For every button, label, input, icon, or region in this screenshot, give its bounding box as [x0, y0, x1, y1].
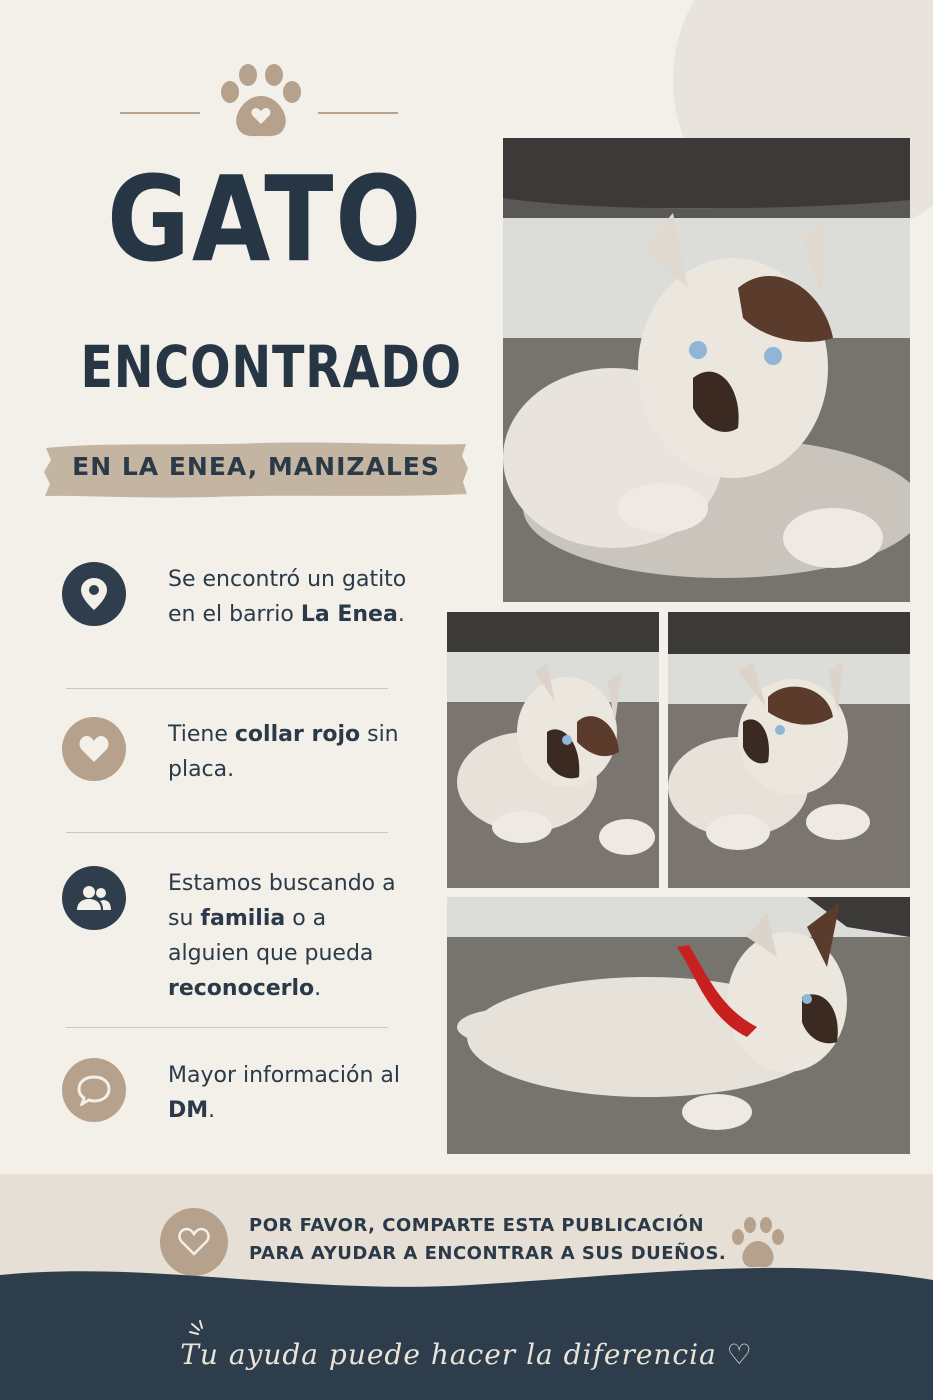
cat-photo-left	[447, 612, 659, 888]
heart-icon	[62, 717, 126, 781]
info-item-collar	[62, 717, 399, 797]
info-item-contact	[62, 1058, 401, 1138]
cat-photo-collar	[447, 897, 910, 1154]
divider	[66, 688, 388, 689]
info-item-found	[62, 562, 407, 672]
location-banner: EN LA ENEA, MANIZALES	[72, 452, 440, 481]
decorative-rule-right	[318, 112, 398, 114]
info-text-contact: Mayor información al DM.	[168, 1063, 401, 1123]
cat-photo-main	[503, 138, 910, 602]
chat-bubble-icon	[62, 1058, 126, 1122]
page-title: GATO	[106, 150, 424, 288]
decorative-rule-left	[120, 112, 200, 114]
people-icon	[62, 866, 126, 930]
divider	[66, 832, 388, 833]
cat-photo-right	[668, 612, 910, 888]
location-pin-icon	[62, 562, 126, 626]
share-line-2: PARA AYUDAR A ENCONTRAR A SUS DUEÑOS.	[249, 1243, 727, 1264]
info-item-family	[62, 866, 396, 1006]
paw-heart-icon	[215, 62, 307, 142]
info-text-family: Estamos buscando a su familia o a alguien que pueda reconocerlo.	[168, 871, 396, 1001]
footer-tagline: Tu ayuda puede hacer la diferencia ♡	[180, 1338, 753, 1371]
info-text-collar: Tiene collar rojo sin placa.	[168, 722, 399, 782]
share-line-1: POR FAVOR, COMPARTE ESTA PUBLICACIÓN	[249, 1215, 705, 1236]
page-subtitle: ENCONTRADO	[80, 333, 462, 401]
footer-wave	[0, 1255, 933, 1400]
divider	[66, 1027, 388, 1028]
info-text-found: Se encontró un gatito en el barrio La Enea.	[168, 567, 407, 627]
